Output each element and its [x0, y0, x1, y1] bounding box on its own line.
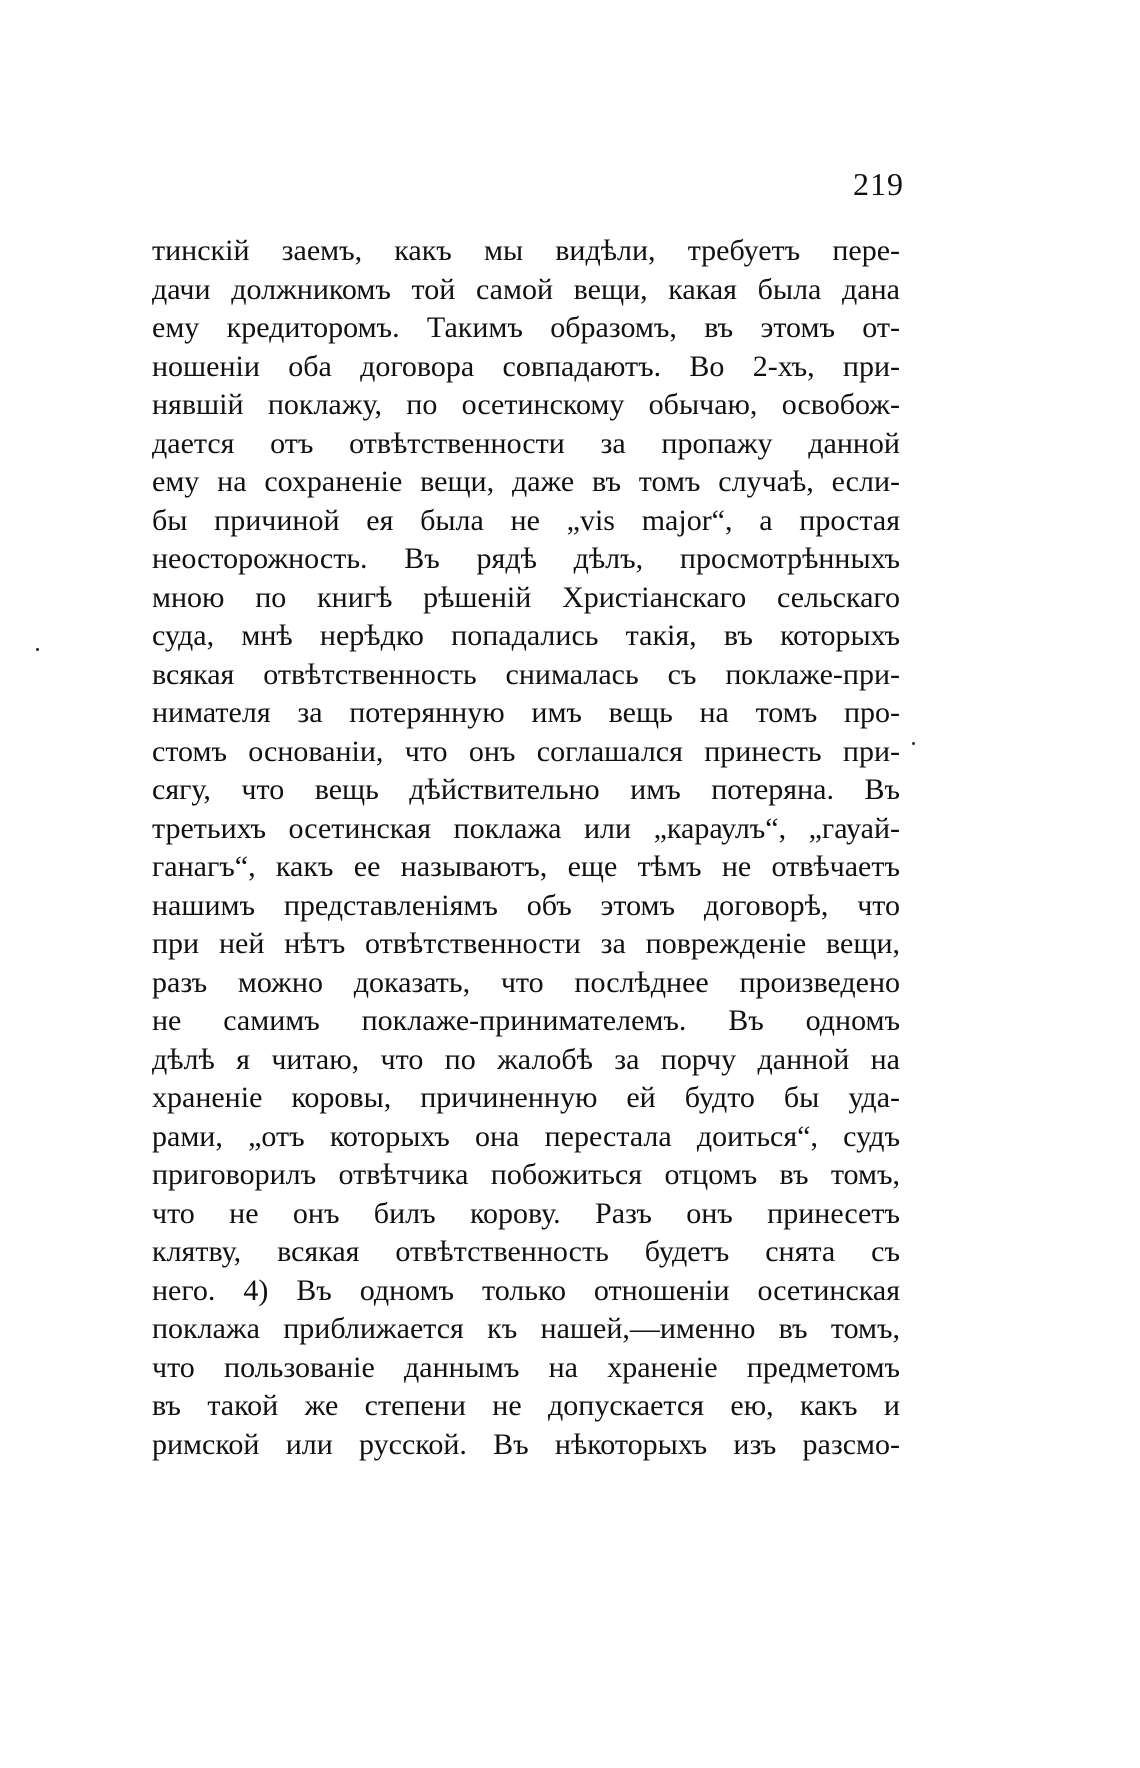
- text-line: нявшій поклажу, по осетинскому обычаю, освобож-: [152, 388, 900, 421]
- text-line: бы причиной ея была не „vis major“, а простая: [152, 503, 900, 537]
- text-line: неосторожность. Въ рядѣ дѣлъ, просмотрѣнныхъ: [152, 542, 900, 575]
- text-line: суда, мнѣ нерѣдко попадались такія, въ которыхъ: [152, 619, 900, 652]
- scan-speck: [36, 648, 39, 651]
- text-line: сягу, что вещь дѣйствительно имъ потеряна. Въ: [152, 773, 900, 806]
- text-line: ему кредиторомъ. Такимъ образомъ, въ этомъ от-: [152, 311, 900, 344]
- text-line: нимателя за потерянную имъ вещь на томъ про-: [152, 696, 900, 729]
- text-line: дѣлѣ я читаю, что по жалобѣ за порчу данной на: [152, 1042, 900, 1076]
- text-line: храненіе коровы, причиненную ей будто бы уда-: [152, 1081, 900, 1114]
- text-line: дачи должникомъ той самой вещи, какая была дана: [152, 272, 900, 306]
- text-line: въ такой же степени не допускается ею, какъ и: [152, 1389, 900, 1422]
- text-line: дается отъ отвѣтственности за пропажу данной: [152, 426, 900, 460]
- scan-speck: [912, 742, 915, 745]
- text-line: что не онъ билъ корову. Разъ онъ принесетъ: [152, 1196, 900, 1230]
- text-line: ганагъ“, какъ ее называютъ, еще тѣмъ не отвѣчаетъ: [152, 850, 900, 883]
- body-text: [152, 232, 900, 1464]
- text-line: третьихъ осетинская поклажа или „караулъ“, „гауай-: [152, 811, 900, 845]
- text-line: приговорилъ отвѣтчика побожиться отцомъ въ томъ,: [152, 1158, 900, 1191]
- text-line: всякая отвѣтственность снималась съ поклаже-при-: [152, 657, 900, 691]
- text-line: него. 4) Въ одномъ только отношеніи осетинская: [152, 1273, 900, 1307]
- text-line: не самимъ поклаже-принимателемъ. Въ одномъ: [152, 1004, 900, 1037]
- text-line: поклажа приближается къ нашей,—именно въ томъ,: [152, 1312, 900, 1345]
- text-line: римской или русской. Въ нѣкоторыхъ изъ разсмо-: [152, 1427, 900, 1461]
- text-line: что пользованіе даннымъ на храненіе предметомъ: [152, 1350, 900, 1384]
- text-line: рами, „отъ которыхъ она перестала доиться“, судъ: [152, 1119, 900, 1153]
- text-line: ему на сохраненіе вещи, даже въ томъ случаѣ, если-: [152, 465, 900, 498]
- text-line: клятву, всякая отвѣтственность будетъ снята съ: [152, 1235, 900, 1268]
- text-line: мною по книгѣ рѣшеній Христіанскаго сельскаго: [152, 580, 900, 614]
- text-line: нашимъ представленіямъ объ этомъ договорѣ, что: [152, 888, 900, 922]
- text-line: стомъ основаніи, что онъ соглашался принесть при-: [152, 734, 900, 768]
- text-line: при ней нѣтъ отвѣтственности за поврежденіе вещи,: [152, 927, 900, 960]
- text-line: тинскій заемъ, какъ мы видѣли, требуетъ пере-: [152, 234, 900, 267]
- page-number: 219: [853, 166, 904, 202]
- text-line: разъ можно доказать, что послѣднее произведено: [152, 965, 900, 999]
- text-line: ношеніи оба договора совпадаютъ. Во 2-хъ, при-: [152, 349, 900, 383]
